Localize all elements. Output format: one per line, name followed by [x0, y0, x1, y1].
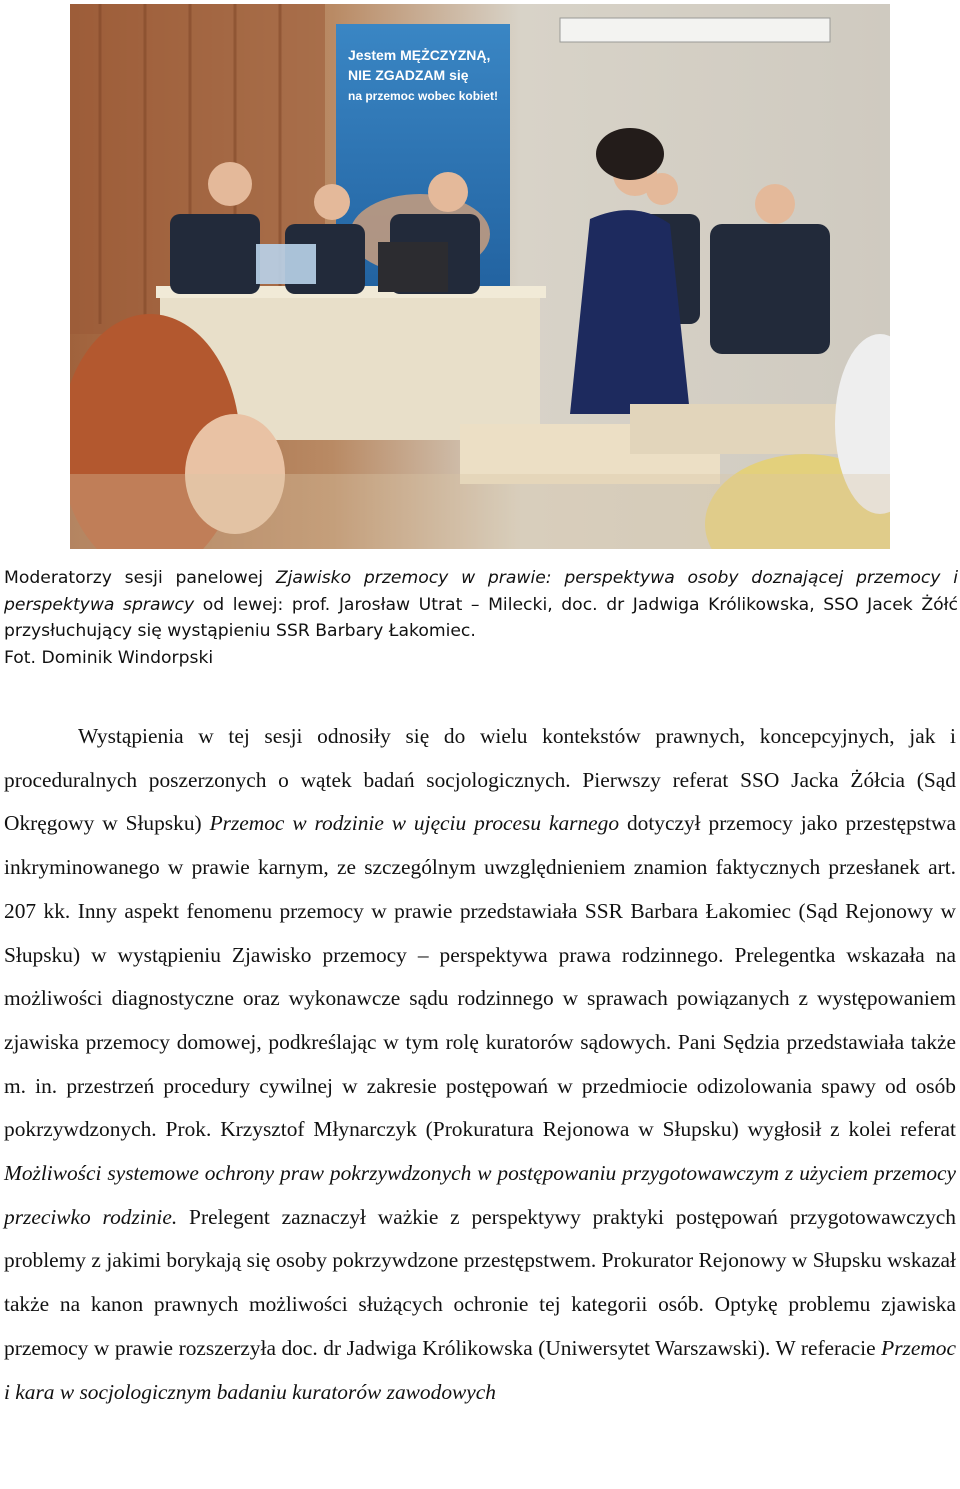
photo-caption — [4, 565, 958, 671]
conference-photo-illustration — [70, 4, 890, 549]
conference-photo — [70, 4, 890, 549]
caption-text — [4, 565, 958, 645]
paper-title-1: Przemoc w rodzinie w ujęciu procesu karnego — [209, 811, 620, 836]
paragraph-text-a: Wystąpienia w tej sesji odnosiły się do wielu kontekstów prawnych, koncepcyjnych, jak i proceduralnych poszerzonych o wątek badań socjologicznych. Pierwszy referat SSO Jacka Żółcia (Sąd Okręgowy w Słupsku) — [4, 724, 956, 836]
caption-end: od lewej: prof. Jarosław Utrat – Milecki, doc. dr Jadwiga Królikowska, SSO Jacek Żółć przysłuchujący się wystąpieniu SSR Barbary Łakomiec. — [4, 594, 958, 641]
paper-title-2: Możliwości systemowe ochrony praw pokrzywdzonych w postępowaniu przygotowawczym z użyciem przemocy przeciwko rodzinie. — [4, 1161, 956, 1229]
banner-text-line-3: na przemoc wobec kobiet! — [348, 89, 499, 103]
paragraph-text-b: dotyczył przemocy jako przestępstwa inkryminowanego w prawie karnym, ze szczególnym uwzględnieniem znamion faktycznych przesłanek art. 207 kk. Inny aspekt fenomenu przemocy w prawie przedstawiała SSR Barbara Łakomiec (Sąd Rejonowy w Słupsku) w wystąpieniu Zjawisko przemocy – perspektywa prawa rodzinnego. Prelegentka wskazała na możliwości diagnostyczne oraz wykonawcze sądu rodzinnego w sprawach powiązanych z występowaniem zjawiska przemocy domowej, podkreślając w tym rolę kuratorów sądowych. Pani Sędzia przedstawiała także m. in. przestrzeń procedury cywilnej w zakresie postępowań w przedmiocie odizolowania spawy od osób pokrzywdzonych. Prok. Krzysztof Młynarczyk (Prokuratura Rejonowa w Słupsku) wygłosił z kolei referat — [4, 811, 956, 1142]
caption-start: Moderatorzy sesji panelowej — [4, 568, 276, 588]
paragraph-text-c: Prelegent zaznaczył ważkie z perspektywy praktyki postępowań przygotowawczych problemy z jakimi borykają się osoby pokrzywdzone przestępstwem. Prokurator Rejonowy w Słupsku wskazał także na kanon prawnych możliwości służących ochronie tej kategorii osób. Optykę problemu zjawiska przemocy w prawie rozszerzyła doc. dr Jadwiga Królikowska (Uniwersytet Warszawski). W referacie — [4, 1204, 957, 1360]
caption-session-title: Zjawisko przemocy w prawie: perspektywa osoby doznającej przemocy i perspektywa sprawcy — [4, 568, 958, 615]
paper-title-3: Przemoc i kara w socjologicznym badaniu kuratorów zawodowych — [4, 1335, 956, 1404]
banner-text-line-2: NIE ZGADZAM się — [348, 67, 469, 83]
banner-text-line-1: Jestem MĘŻCZYZNĄ, — [348, 47, 491, 63]
photo-credit: Fot. Dominik Windorpski — [4, 647, 214, 668]
article-body — [4, 715, 956, 1414]
article-paragraph — [4, 715, 956, 1414]
